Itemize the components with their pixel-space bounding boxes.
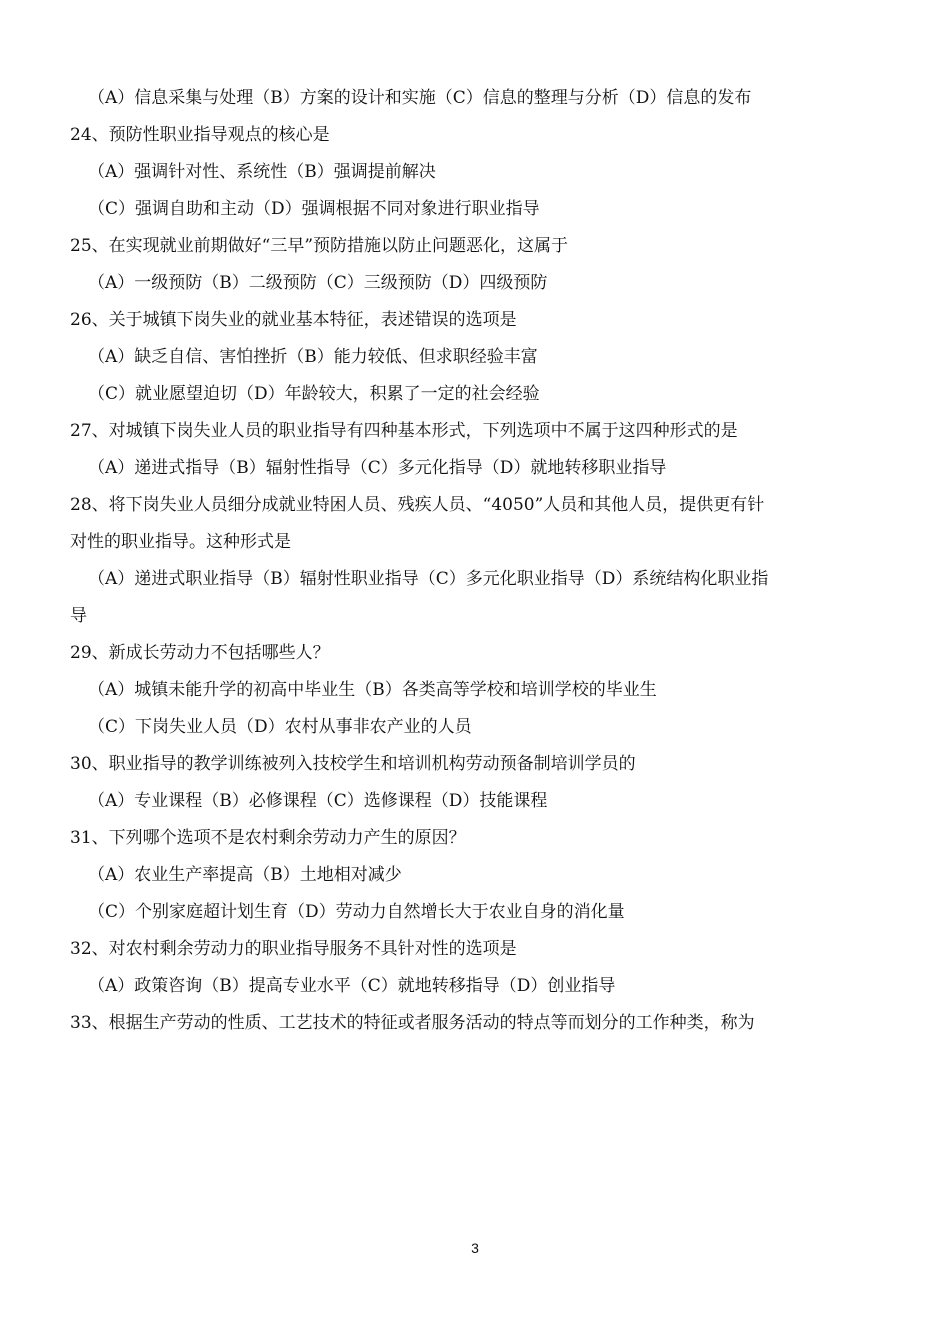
question-25: 25、在实现就业前期做好“三早”预防措施以防止问题恶化，这属于 xyxy=(70,236,569,256)
question-24: 24、预防性职业指导观点的核心是 xyxy=(70,125,330,145)
question-30: 30、职业指导的教学训练被列入技校学生和培训机构劳动预备制培训学员的 xyxy=(70,754,636,774)
question-32: 32、对农村剩余劳动力的职业指导服务不具针对性的选项是 xyxy=(70,939,517,959)
option-line: （C）下岗失业人员（D）农村从事非农产业的人员 xyxy=(88,717,472,737)
question-28: 28、将下岗失业人员细分成就业特困人员、残疾人员、“4050”人员和其他人员，提供更有针 xyxy=(70,495,765,515)
option-line: （A）缺乏自信、害怕挫折（B）能力较低、但求职经验丰富 xyxy=(88,347,538,367)
option-line: （A）专业课程（B）必修课程（C）选修课程（D）技能课程 xyxy=(88,791,548,811)
question-27: 27、对城镇下岗失业人员的职业指导有四种基本形式，下列选项中不属于这四种形式的是 xyxy=(70,421,738,441)
page-number: 3 xyxy=(471,1240,479,1256)
option-line: （A）农业生产率提高（B）土地相对减少 xyxy=(88,865,402,885)
option-line: （A）政策咨询（B）提高专业水平（C）就地转移指导（D）创业指导 xyxy=(88,976,616,996)
option-line: （A）城镇未能升学的初高中毕业生（B）各类高等学校和培训学校的毕业生 xyxy=(88,680,657,700)
option-line: （A）递进式指导（B）辐射性指导（C）多元化指导（D）就地转移职业指导 xyxy=(88,458,667,478)
option-line: （C）强调自助和主动（D）强调根据不同对象进行职业指导 xyxy=(88,199,540,219)
question-26: 26、关于城镇下岗失业的就业基本特征，表述错误的选项是 xyxy=(70,310,517,330)
option-line: （A）递进式职业指导（B）辐射性职业指导（C）多元化职业指导（D）系统结构化职业指 xyxy=(88,569,769,589)
option-line-continuation: 导 xyxy=(70,606,87,626)
question-list xyxy=(70,80,890,1042)
question-28-continuation: 对性的职业指导。这种形式是 xyxy=(70,532,291,552)
option-line: （A）一级预防（B）二级预防（C）三级预防（D）四级预防 xyxy=(88,273,548,293)
option-line: （C）就业愿望迫切（D）年龄较大，积累了一定的社会经验 xyxy=(88,384,540,404)
question-31: 31、下列哪个选项不是农村剩余劳动力产生的原因？ xyxy=(70,828,466,848)
question-29: 29、新成长劳动力不包括哪些人？ xyxy=(70,643,330,663)
option-line: （C）个别家庭超计划生育（D）劳动力自然增长大于农业自身的消化量 xyxy=(88,902,625,922)
question-33: 33、根据生产劳动的性质、工艺技术的特征或者服务活动的特点等而划分的工作种类，称为 xyxy=(70,1013,755,1033)
option-line: （A）强调针对性、系统性（B）强调提前解决 xyxy=(88,162,436,182)
option-line: （A）信息采集与处理（B）方案的设计和实施（C）信息的整理与分析（D）信息的发布 xyxy=(88,88,752,108)
